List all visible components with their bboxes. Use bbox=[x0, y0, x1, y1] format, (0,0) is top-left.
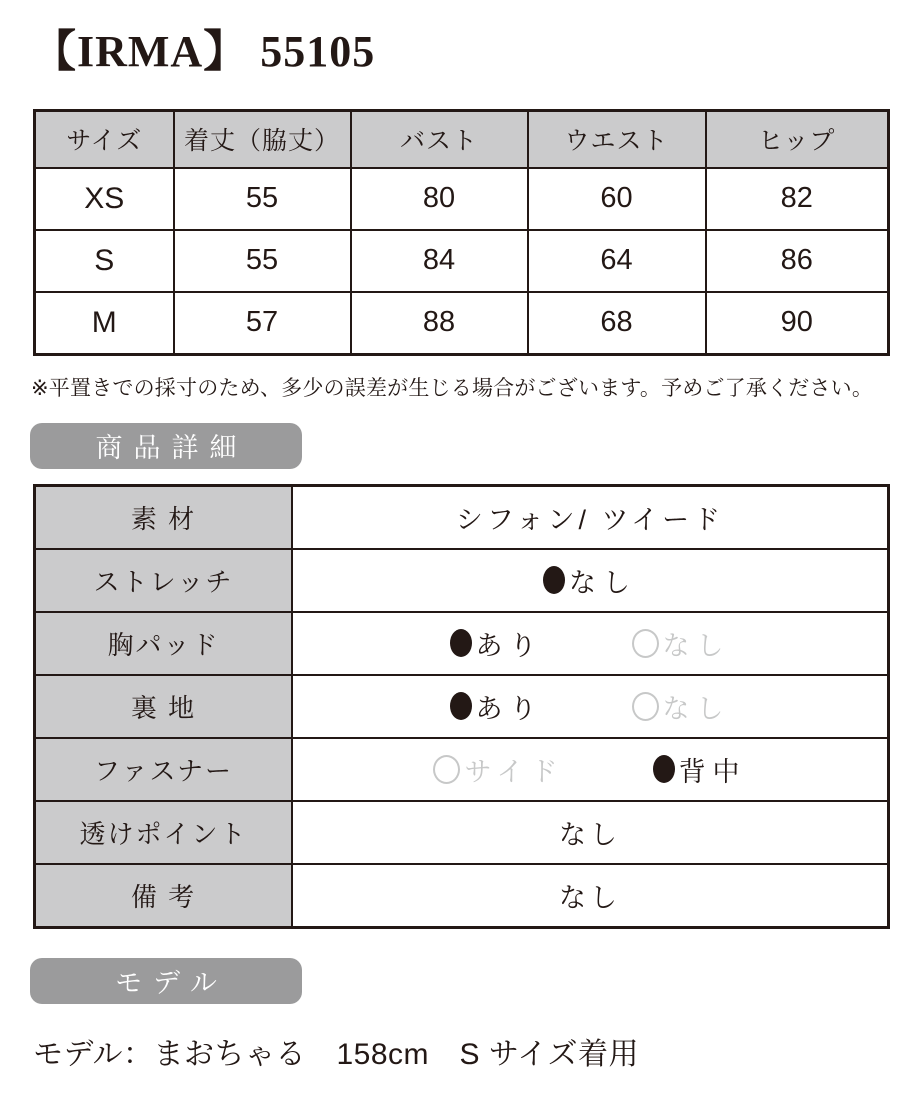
section-heading-details bbox=[30, 423, 302, 469]
measurement-cell: 55 bbox=[174, 168, 351, 230]
size-col-header: ヒップ bbox=[706, 110, 889, 168]
option-label: なし bbox=[662, 693, 731, 724]
filled-dot-icon bbox=[653, 755, 675, 783]
size-col-header: 着丈（脇丈） bbox=[174, 110, 351, 168]
option-group bbox=[293, 687, 887, 726]
detail-label: ファスナー bbox=[35, 738, 293, 801]
size-name-cell: S bbox=[35, 230, 174, 292]
measurement-cell: 68 bbox=[528, 292, 706, 355]
detail-value bbox=[292, 485, 889, 549]
detail-value-text: なし bbox=[559, 819, 621, 850]
size-table bbox=[33, 109, 890, 356]
size-name-cell: M bbox=[35, 292, 174, 355]
detail-value-text: シフォン/ ツイード bbox=[455, 504, 725, 535]
detail-label: 素 材 bbox=[35, 485, 293, 549]
section-heading-model-label: モデル bbox=[115, 968, 228, 999]
detail-value bbox=[292, 675, 889, 738]
option-group bbox=[293, 624, 887, 663]
page-title: 【IRMA】 55105 bbox=[32, 27, 376, 76]
option-selected bbox=[653, 750, 747, 789]
filled-dot-icon bbox=[450, 692, 472, 720]
option-selected bbox=[543, 561, 637, 600]
detail-label: ストレッチ bbox=[35, 549, 293, 612]
measurement-cell: 90 bbox=[706, 292, 889, 355]
detail-value bbox=[292, 549, 889, 612]
empty-circle-icon bbox=[632, 629, 659, 658]
detail-label: 備 考 bbox=[35, 864, 293, 928]
detail-label: 胸パッド bbox=[35, 612, 293, 675]
measurement-cell: 88 bbox=[351, 292, 528, 355]
detail-row bbox=[35, 549, 889, 612]
detail-label: 透けポイント bbox=[35, 801, 293, 864]
detail-row bbox=[35, 864, 889, 928]
measurement-cell: 60 bbox=[528, 168, 706, 230]
size-row bbox=[35, 230, 889, 292]
size-row bbox=[35, 292, 889, 355]
option-label: 背中 bbox=[678, 756, 747, 787]
size-col-header: ウエスト bbox=[528, 110, 706, 168]
detail-label: 裏 地 bbox=[35, 675, 293, 738]
option-group bbox=[293, 750, 887, 789]
measurement-cell: 84 bbox=[351, 230, 528, 292]
section-heading-model bbox=[30, 958, 302, 1004]
option-label: サイド bbox=[464, 756, 565, 787]
detail-value bbox=[292, 738, 889, 801]
detail-value bbox=[292, 612, 889, 675]
size-table-header-row bbox=[35, 110, 889, 168]
measurement-cell: 57 bbox=[174, 292, 351, 355]
measurement-cell: 55 bbox=[174, 230, 351, 292]
detail-row bbox=[35, 738, 889, 801]
model-info: モデル：まおちゃる 158cm S サイズ着用 bbox=[33, 1037, 639, 1071]
detail-row bbox=[35, 612, 889, 675]
option-label: なし bbox=[662, 630, 731, 661]
empty-circle-icon bbox=[632, 692, 659, 721]
detail-value bbox=[292, 864, 889, 928]
option-label: あり bbox=[475, 630, 544, 661]
option-group bbox=[293, 561, 887, 600]
size-table-body bbox=[35, 168, 889, 355]
filled-dot-icon bbox=[450, 629, 472, 657]
filled-dot-icon bbox=[543, 566, 565, 594]
detail-value-text: なし bbox=[559, 882, 621, 913]
detail-row bbox=[35, 485, 889, 549]
option-unselected bbox=[632, 687, 731, 726]
measurement-note: ※平置きでの採寸のため、多少の誤差が生じる場合がございます。予めご了承ください。 bbox=[31, 376, 874, 400]
size-col-header: サイズ bbox=[35, 110, 174, 168]
option-selected bbox=[450, 624, 544, 663]
option-selected bbox=[450, 687, 544, 726]
details-table bbox=[33, 484, 890, 929]
size-name-cell: XS bbox=[35, 168, 174, 230]
size-col-header: バスト bbox=[351, 110, 528, 168]
measurement-cell: 80 bbox=[351, 168, 528, 230]
measurement-cell: 86 bbox=[706, 230, 889, 292]
empty-circle-icon bbox=[433, 755, 460, 784]
measurement-cell: 64 bbox=[528, 230, 706, 292]
measurement-cell: 82 bbox=[706, 168, 889, 230]
option-unselected bbox=[632, 624, 731, 663]
detail-value bbox=[292, 801, 889, 864]
option-unselected bbox=[433, 750, 564, 789]
section-heading-details-label: 商品詳細 bbox=[95, 433, 248, 464]
detail-row bbox=[35, 675, 889, 738]
size-row bbox=[35, 168, 889, 230]
option-label: あり bbox=[475, 693, 544, 724]
detail-row bbox=[35, 801, 889, 864]
details-table-body bbox=[35, 485, 889, 927]
option-label: なし bbox=[569, 567, 637, 598]
